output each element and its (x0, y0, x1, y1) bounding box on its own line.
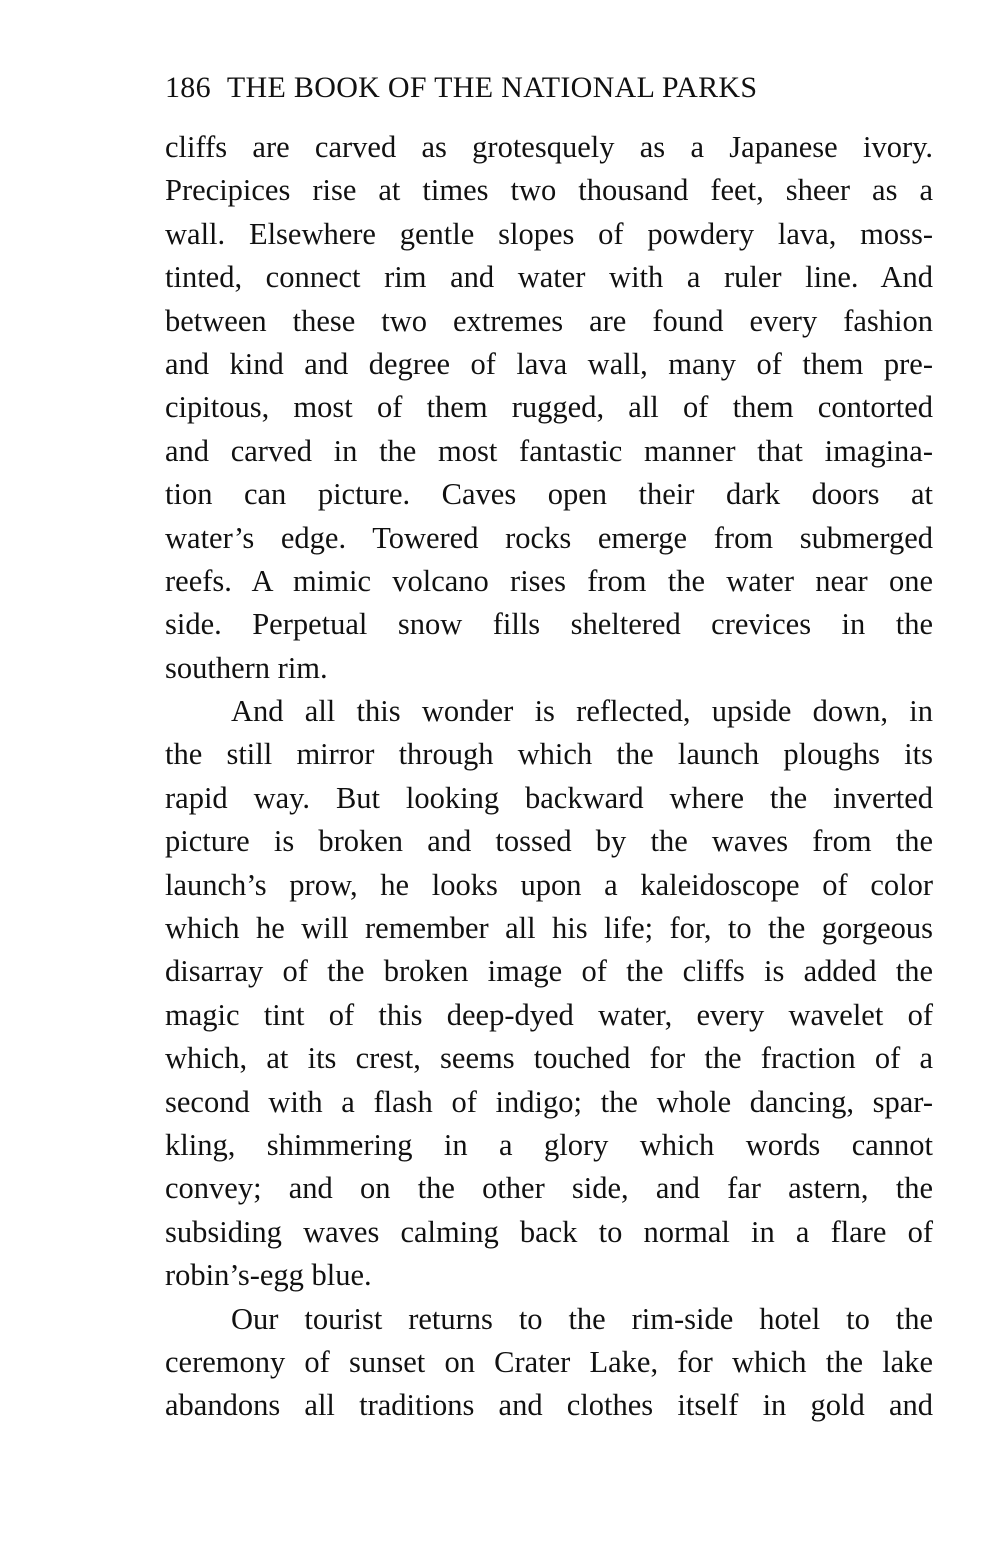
text-line: picture is broken and tossed by the waves from the (165, 824, 933, 859)
text-line: subsiding waves calming back to normal in a flare of (165, 1214, 933, 1249)
page-number: 186 (165, 71, 211, 104)
text-line: kling, shimmering in a glory which words cannot (165, 1127, 933, 1162)
text-line: side. Perpetual snow fills sheltered crevices in the (165, 607, 933, 642)
text-line: disarray of the broken image of the cliffs is added the (165, 954, 933, 989)
text-line: tinted, connect rim and water with a ruler line. And (165, 260, 933, 295)
text-line: water’s edge. Towered rocks emerge from submerged (165, 520, 933, 555)
text-line: rapid way. But looking backward where the inverted (165, 780, 933, 815)
text-line: Our tourist returns to the rim-side hotel to the (231, 1301, 933, 1336)
text-line: and kind and degree of lava wall, many of them pre- (165, 346, 933, 381)
text-line: which, at its crest, seems touched for the fraction of a (165, 1041, 933, 1076)
text-line: abandons all traditions and clothes itself in gold and (165, 1388, 933, 1423)
text-line: which he will remember all his life; for, to the gorgeous (165, 911, 933, 946)
text-line: launch’s prow, he looks upon a kaleidoscope of color (165, 867, 933, 902)
text-line: wall. Elsewhere gentle slopes of powdery lava, moss- (165, 216, 933, 251)
text-line: second with a flash of indigo; the whole dancing, spar- (165, 1084, 933, 1119)
page-body-text (165, 126, 933, 1428)
text-line: ceremony of sunset on Crater Lake, for which the lake (165, 1344, 933, 1379)
text-line: Precipices rise at times two thousand feet, sheer as a (165, 173, 933, 208)
text-line: robin’s-egg blue. (165, 1258, 372, 1293)
text-line: tion can picture. Caves open their dark doors at (165, 477, 933, 512)
text-line: between these two extremes are found every fashion (165, 303, 933, 338)
text-line: cliffs are carved as grotesquely as a Japanese ivory. (165, 130, 933, 164)
text-line: reefs. A mimic volcano rises from the water near one (165, 563, 933, 598)
text-line: convey; and on the other side, and far astern, the (165, 1171, 933, 1206)
text-line: and carved in the most fantastic manner that imagina- (165, 433, 933, 468)
text-line: magic tint of this deep-dyed water, every wavelet of (165, 997, 933, 1032)
text-line: And all this wonder is reflected, upside down, in (231, 694, 933, 729)
text-line: the still mirror through which the launch ploughs its (165, 737, 933, 772)
text-line: southern rim. (165, 650, 328, 685)
text-line: cipitous, most of them rugged, all of them contorted (165, 390, 933, 425)
running-title: THE BOOK OF THE NATIONAL PARKS (226, 71, 758, 104)
running-header (165, 68, 907, 108)
